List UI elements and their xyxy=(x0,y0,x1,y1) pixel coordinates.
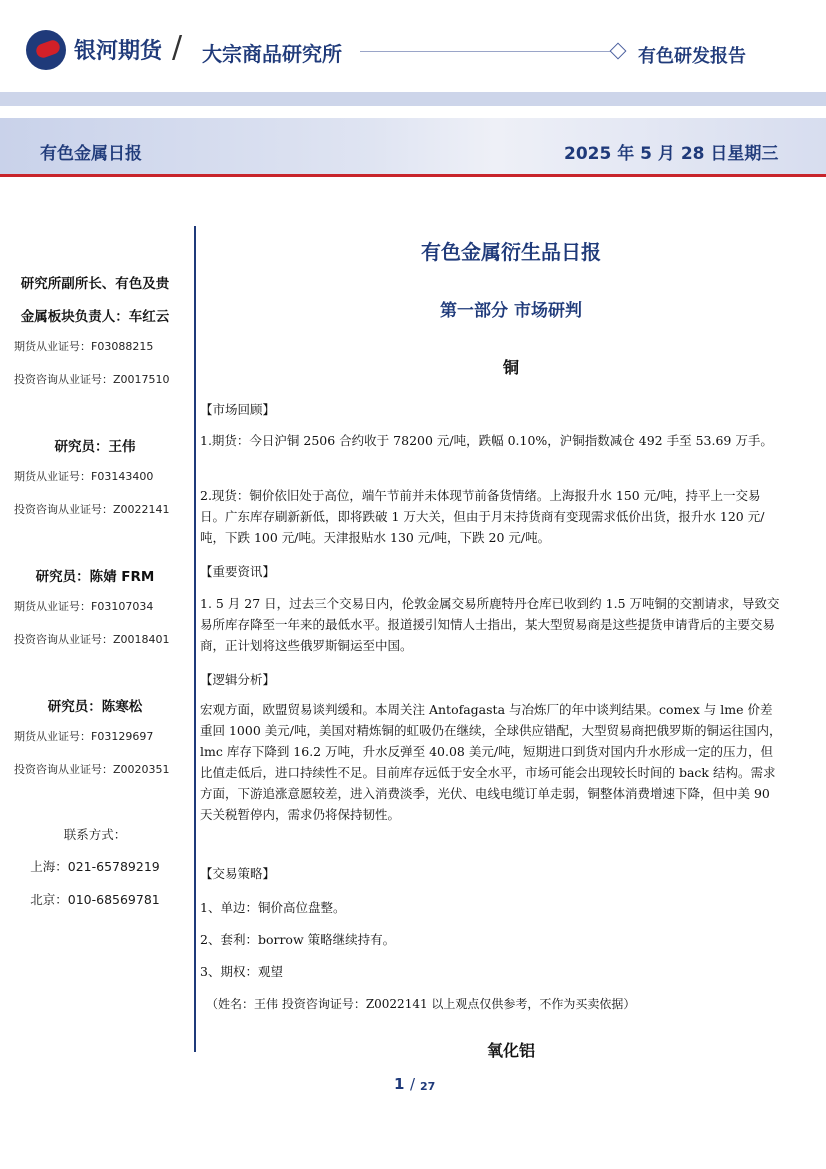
part-heading: 第一部分 市场研判 xyxy=(440,301,582,321)
review-spot: 2.现货：铜价依旧处于高位，端午节前并未体现节前备货情绪。上海报升水 150 元/吨，持平上一交易日。广东库存刷新新低，即将跌破 1 万大关，但由于月末持货商有变现需求低价出货，报升水 120 元/吨，下跌 100 元/吨。天津报贴水 130 元/吨，下跌 20 元/吨。 xyxy=(200,488,765,545)
researcher-2-invest-id: 投资咨询从业证号：Z0018401 xyxy=(14,633,170,646)
brand-name: 银河期货 xyxy=(74,39,163,64)
daily-title: 有色金属日报 xyxy=(40,144,142,164)
lead-title-line1: 研究所副所长、有色及贵 xyxy=(20,276,170,292)
header-band xyxy=(0,92,826,106)
page-total: 27 xyxy=(420,1080,436,1093)
tag-news: 【重要资讯】 xyxy=(200,564,276,579)
tag-market-review: 【市场回顾】 xyxy=(200,402,276,417)
report-title: 有色金属衍生品日报 xyxy=(421,240,601,264)
researcher-2-name: 研究员：陈婧 FRM xyxy=(35,569,155,585)
contact-label: 联系方式： xyxy=(63,827,127,842)
alumina-heading: 氧化铝 xyxy=(486,1041,535,1060)
strategy-arbitrage: 2、套利：borrow 策略继续持有。 xyxy=(200,932,396,947)
tag-logic: 【逻辑分析】 xyxy=(200,672,276,687)
researcher-1-futures-id: 期货从业证号：F03143400 xyxy=(14,470,154,483)
contact-beijing: 北京：010-68569781 xyxy=(30,892,160,907)
strategy-single: 1、单边：铜价高位盘整。 xyxy=(200,900,346,915)
researcher-3-name: 研究员：陈寒松 xyxy=(47,699,143,715)
researcher-2-futures-id: 期货从业证号：F03107034 xyxy=(14,600,154,613)
sidebar-divider xyxy=(194,226,196,1052)
report-type: 有色研发报告 xyxy=(638,46,746,67)
page-separator: / xyxy=(410,1075,416,1093)
lead-title-line2: 金属板块负责人：车红云 xyxy=(20,309,170,325)
analyst-disclaimer: （姓名：王伟 投资咨询证号：Z0022141 以上观点仅供参考，不作为买卖依据） xyxy=(206,997,636,1011)
title-band-underline xyxy=(0,174,826,177)
galaxy-logo-icon xyxy=(26,30,66,70)
review-futures: 1.期货：今日沪铜 2506 合约收于 78200 元/吨，跌幅 0.10%，沪铜指数减仓 492 手至 53.69 万手。 xyxy=(200,433,773,448)
strategy-options: 3、期权：观望 xyxy=(200,964,283,979)
researcher-1-invest-id: 投资咨询从业证号：Z0022141 xyxy=(14,503,170,516)
logic-analysis: 宏观方面，欧盟贸易谈判缓和。本周关注 Antofagasta 与冶炼厂的年中谈判结果。comex 与 lme 价差重回 1000 美元/吨，美国对精炼铜的虹吸仍在继续，全球供应错配，大型贸易商把俄罗斯的铜运往国内，lmc 库存下降到 16.2 万吨，升水反弹至 40.08 美元/吨，短期进口到货对国内升水形成一定的压力，但比值走低后，进口持续性不足。目前库存远低于安全水平，市场可能会出现较长时间的 back 结构。需求方面，下游追涨意愿较差，进入消费淡季，光伏、电线电缆订单走弱，铜整体消费增速下降，但中美 90 天关税暂停内，需求仍将保持韧性。 xyxy=(200,702,782,822)
lead-futures-id: 期货从业证号：F03088215 xyxy=(14,340,154,353)
lead-invest-id: 投资咨询从业证号：Z0017510 xyxy=(14,373,170,386)
contact-shanghai: 上海：021-65789219 xyxy=(30,859,160,874)
institute-name: 大宗商品研究所 xyxy=(202,42,342,66)
tag-strategy: 【交易策略】 xyxy=(200,866,276,881)
researcher-3-futures-id: 期货从业证号：F03129697 xyxy=(14,730,154,743)
header-rule xyxy=(360,51,612,52)
news-item-1: 1. 5 月 27 日，过去三个交易日内，伦敦金属交易所鹿特丹仓库已收到约 1.5 万吨铜的交割请求，导致交易所库存降至一年来的最低水平。报道援引知情人士指出，某大型贸易商是这些提货申请背后的主要交易商，正计划将这些俄罗斯铜运至中国。 xyxy=(200,596,780,653)
header-divider-slash: / xyxy=(172,30,183,65)
report-date: 2025 年 5 月 28 日星期三 xyxy=(564,144,779,164)
researcher-3-invest-id: 投资咨询从业证号：Z0020351 xyxy=(14,763,170,776)
researcher-1-name: 研究员：王伟 xyxy=(54,439,136,455)
copper-heading: 铜 xyxy=(502,358,519,377)
page-number: 1 xyxy=(394,1075,405,1093)
